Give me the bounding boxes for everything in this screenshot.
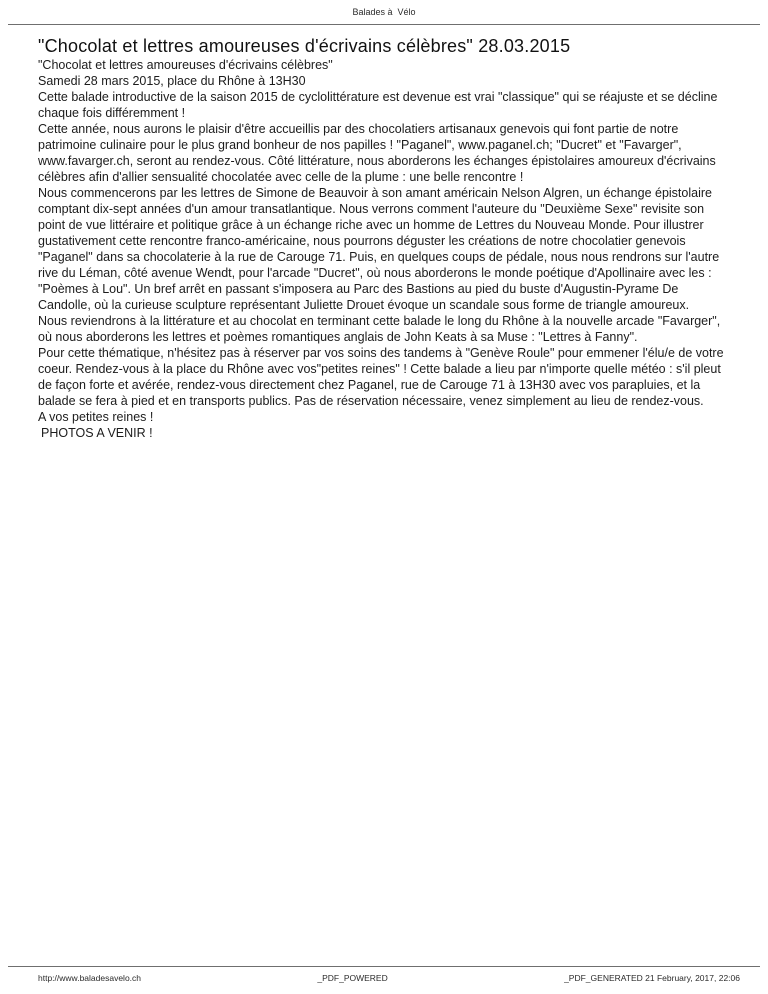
paragraph-intro: Cette balade introductive de la saison 2015 de cyclolittérature est devenue est vrai "classique" qui se réajuste et se décline chaque fois différemment ! [38,90,718,120]
page-title: "Chocolat et lettres amoureuses d'écrivains célèbres" 28.03.2015 [38,36,571,56]
paragraph-date: Samedi 28 mars 2015, place du Rhône à 13H30 [38,74,306,88]
paragraph-photos: PHOTOS A VENIR ! [41,426,153,440]
paragraph-chocolatiers: Cette année, nous aurons le plaisir d'être accueillis par des chocolatiers artisanaux genevois qui font partie de notre patrimoine culinaire pour le plus grand bonheur de nos papilles ! "Paganel", www.paganel.ch; "Ducret" et "Favarger", www.favarger.ch, seront au rendez-vous. Côté littérature, nous aborderons les échanges épistolaires amoureux d'écrivains célèbres afin d'allier sensualité chocolatée avec celle de la plume : une belle rencontre ! [38,122,716,184]
page-footer [38,973,740,983]
footer-powered-label: _PDF_POWERED [317,973,388,983]
footer-generated-label: _PDF_GENERATED 21 February, 2017, 22:06 [564,973,740,983]
paragraph-itinerary: Nous commencerons par les lettres de Simone de Beauvoir à son amant américain Nelson Algren, un échange épistolaire comptant dix-sept années d'un amour transatlantique. Nous verrons comment l'auteure du "Deuxième Sexe" revisite son point de vue littéraire et politique grâce à un échange riche avec un homme de Lettres du Nouveau Monde. Pour illustrer gustativement cette rencontre franco-américaine, nous pourrons déguster les créations de notre chocolatier genevois "Paganel" dans sa chocolaterie à la rue de Carouge 71. Puis, en quelques coups de pédale, nous nous rendrons sur l'autre rive du Léman, côté avenue Wendt, pour l'arcade "Ducret", où nous aborderons le monde poétique d'Apollinaire avec les : "Poèmes à Lou". Un bref arrêt en passant s'imposera au Parc des Bastions au pied du buste d'Augustin-Pyrame De Candolle, où la curieuse sculpture représentant Juliette Drouet évoque un scandale sous forme de triangle amoureux. [38,186,720,312]
document-content [38,36,732,441]
paragraph-subtitle: "Chocolat et lettres amoureuses d'écrivains célèbres" [38,58,333,72]
header-divider [8,24,760,25]
paragraph-practical: Pour cette thématique, n'hésitez pas à réserver par vos soins des tandems à "Genève Roule" pour emmener l'élu/e de votre coeur. Rendez-vous à la place du Rhône avec vos"petites reines" ! Cette balade a lieu par n'importe quelle météo : s'il pleut de façon forte et avérée, rendez-vous directement chez Paganel, rue de Carouge 71 à 13H30 avec vos parapluies, et la balade se fera à pied et en transports publics. Pas de réservation nécessaire, venez simplement au lieu de rendez-vous. [38,346,724,408]
footer-site-url[interactable]: http://www.baladesavelo.ch [38,973,142,983]
paragraph-favarger: Nous reviendrons à la littérature et au chocolat en terminant cette balade le long du Rhône à la nouvelle arcade "Favarger", où nous aborderons les lettres et poèmes romantiques anglais de John Keats à sa Muse : "Lettres à Fanny". [38,314,721,344]
paragraph-closing: A vos petites reines ! [38,410,154,424]
footer-divider [8,966,760,967]
site-title: Balades à Vélo [352,7,416,17]
